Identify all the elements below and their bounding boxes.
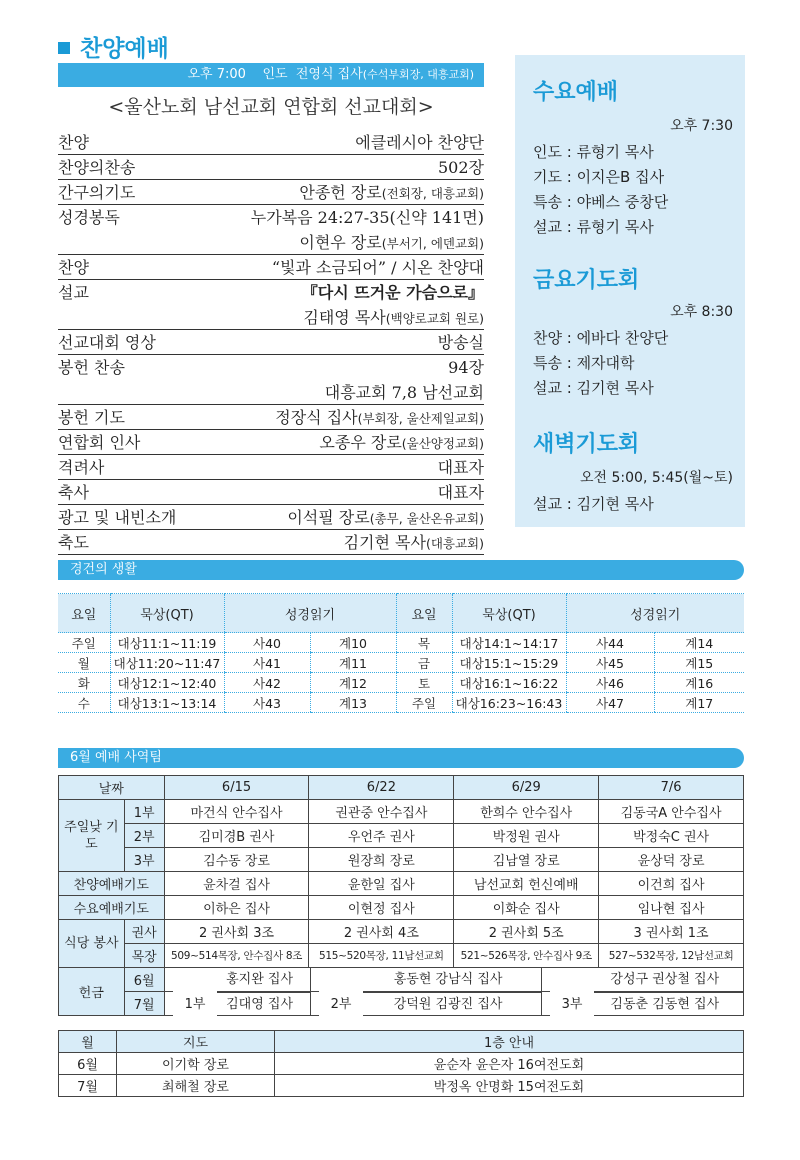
devotion-cell: 사45 xyxy=(566,653,654,673)
devotion-cell: 계16 xyxy=(654,673,744,693)
program-value xyxy=(325,380,484,403)
sunday-part: 3부 xyxy=(124,848,164,872)
program-value xyxy=(438,155,484,178)
devotion-cell: 사46 xyxy=(566,673,654,693)
guide-cell: 7월 xyxy=(59,1075,117,1097)
meal-service-label: 식당 봉사 xyxy=(59,920,125,968)
service-date-label: 날짜 xyxy=(59,776,165,800)
devotion-cell: 대상14:1~14:17 xyxy=(452,633,566,653)
program-value xyxy=(319,430,484,453)
program-value-main: 안종헌 장로 xyxy=(299,183,382,202)
offering-cell: 김대영 집사 xyxy=(210,992,310,1015)
guide-col-month: 월 xyxy=(59,1031,117,1053)
devotion-cell: 사41 xyxy=(224,653,310,673)
program-label: 간구의기도 xyxy=(58,183,136,202)
meal-kwonsa-label: 권사 xyxy=(124,920,164,944)
meal-cell: 3 권사회 1조 xyxy=(599,920,744,944)
meal-cell: 515~520목장, 11남선교회 xyxy=(309,944,454,968)
program-row xyxy=(58,505,484,530)
program-value-main: 502장 xyxy=(438,158,484,177)
program-value-note: (부회장, 울산제일교회) xyxy=(357,411,484,426)
devotion-cell: 계15 xyxy=(654,653,744,673)
devotion-cell: 대상11:1~11:19 xyxy=(110,633,224,653)
program-label: 찬양의찬송 xyxy=(58,158,136,177)
praise-subtitle: <울산노회 남선교회 연합회 선교대회> xyxy=(108,96,434,118)
program-label: 연합회 인사 xyxy=(58,433,141,452)
sunday-prayer-cell: 윤상덕 장로 xyxy=(599,848,744,872)
praise-prayer-cell: 남선교회 헌신예배 xyxy=(454,872,599,896)
program-row xyxy=(58,280,484,305)
devotion-col-day: 요일 xyxy=(396,594,452,633)
program-value-main: 이석필 장로 xyxy=(287,508,370,527)
service-date: 6/15 xyxy=(164,776,309,800)
devotion-cell: 주일 xyxy=(396,693,452,713)
sunday-prayer-cell: 박정원 권사 xyxy=(454,824,599,848)
program-value xyxy=(275,405,484,428)
sunday-prayer-cell: 권관중 안수집사 xyxy=(309,800,454,824)
praise-program xyxy=(58,130,484,555)
offering-part: 3부 xyxy=(550,986,594,1024)
program-label: 광고 및 내빈소개 xyxy=(58,508,177,527)
devotion-cell: 사47 xyxy=(566,693,654,713)
program-value xyxy=(287,505,484,528)
sunday-prayer-cell: 김미경B 권사 xyxy=(164,824,309,848)
dawn-line: 설교 : 김기현 목사 xyxy=(533,495,654,513)
program-row xyxy=(58,405,484,430)
offering-cell: 홍동현 강남식 집사 xyxy=(393,972,503,987)
devotion-cell: 수 xyxy=(58,693,110,713)
program-value-main: 94장 xyxy=(448,358,484,377)
devotion-cell: 대상13:1~13:14 xyxy=(110,693,224,713)
guide-cell: 이기학 장로 xyxy=(117,1053,275,1075)
program-row xyxy=(58,355,484,380)
guide-col-leader: 지도 xyxy=(117,1031,275,1053)
program-row xyxy=(58,455,484,480)
devotion-cell: 대상16:1~16:22 xyxy=(452,673,566,693)
devotion-header: 경건의 생활 xyxy=(58,560,744,580)
friday-time: 오후 8:30 xyxy=(670,304,733,320)
program-label: 격려사 xyxy=(58,458,105,477)
service-date: 6/29 xyxy=(454,776,599,800)
meal-cell: 2 권사회 5조 xyxy=(454,920,599,944)
program-value xyxy=(302,280,484,303)
friday-line: 찬양 : 에바다 찬양단 xyxy=(533,329,669,347)
devotion-row xyxy=(58,653,744,673)
program-label: 봉헌 찬송 xyxy=(58,358,125,377)
sunday-prayer-label: 주일낮 기도 xyxy=(59,800,125,872)
devotion-cell: 대상11:20~11:47 xyxy=(110,653,224,673)
devotion-row xyxy=(58,693,744,713)
meal-mokjang-label: 목장 xyxy=(124,944,164,968)
friday-line: 특송 : 제자대학 xyxy=(533,354,635,372)
wednesday-line: 특송 : 야베스 중창단 xyxy=(533,193,669,211)
weekday-services-box xyxy=(515,55,745,527)
program-label: 축도 xyxy=(58,533,89,552)
program-value-note: (울산양정교회) xyxy=(401,436,484,451)
devotion-cell: 토 xyxy=(396,673,452,693)
devotion-cell: 대상15:1~15:29 xyxy=(452,653,566,673)
devotion-cell: 사42 xyxy=(224,673,310,693)
program-value xyxy=(299,230,484,253)
praise-info-bar: 오후 7:00 인도 전영식 집사(수석부회장, 대흥교회) xyxy=(58,63,484,87)
program-label: 봉헌 기도 xyxy=(58,408,125,427)
program-value xyxy=(448,355,484,378)
devotion-cell: 사40 xyxy=(224,633,310,653)
program-value-main: 『다시 뜨거운 가슴으로』 xyxy=(301,283,484,302)
sunday-part: 1부 xyxy=(124,800,164,824)
sunday-prayer-cell: 박정숙C 권사 xyxy=(599,824,744,848)
program-label: 찬양 xyxy=(58,133,89,152)
program-value-note: (대흥교회) xyxy=(425,536,484,551)
program-value-main: 김기현 목사 xyxy=(343,533,426,552)
dawn-title: 새벽기도회 xyxy=(533,432,640,457)
guide-cell: 6월 xyxy=(59,1053,117,1075)
wednesday-title: 수요예배 xyxy=(533,80,619,105)
program-value xyxy=(438,455,484,478)
offering-cell: 강덕원 김광진 집사 xyxy=(356,992,541,1015)
offering-month: 7월 xyxy=(124,992,164,1016)
meal-cell: 521~526목장, 안수집사 9조 xyxy=(454,944,599,968)
sunday-prayer-cell: 마건식 안수집사 xyxy=(164,800,309,824)
offering-part: 2부 xyxy=(319,986,363,1024)
meal-cell: 527~532목장, 12남선교회 xyxy=(599,944,744,968)
program-label: 설교 xyxy=(58,283,89,302)
program-value-main: 대표자 xyxy=(437,483,484,502)
devotion-cell: 계13 xyxy=(310,693,396,713)
program-value xyxy=(438,330,484,353)
devotion-cell: 화 xyxy=(58,673,110,693)
offering-cell: 홍지완 집사 xyxy=(226,972,294,987)
wed-prayer-cell: 이현정 집사 xyxy=(309,896,454,920)
wed-prayer-cell: 이하은 집사 xyxy=(164,896,309,920)
offering-row-june xyxy=(165,968,743,991)
devotion-col-day: 요일 xyxy=(58,594,110,633)
program-row xyxy=(58,255,484,280)
program-value-main: 정장식 집사 xyxy=(275,408,358,427)
program-value-main: 이현우 장로 xyxy=(299,233,382,252)
service-date: 6/22 xyxy=(309,776,454,800)
offering-month: 6월 xyxy=(124,968,164,992)
devotion-cell: 대상12:1~12:40 xyxy=(110,673,224,693)
program-value-main: 대표자 xyxy=(437,458,484,477)
devotion-cell: 주일 xyxy=(58,633,110,653)
program-label: 성경봉독 xyxy=(58,208,120,227)
sunday-prayer-cell: 원장희 장로 xyxy=(309,848,454,872)
guide-col-usher: 1층 안내 xyxy=(275,1031,744,1053)
devotion-cell: 금 xyxy=(396,653,452,673)
program-label: 선교대회 영상 xyxy=(58,333,156,352)
program-row xyxy=(58,205,484,230)
program-value-note: (전회장, 대흥교회) xyxy=(381,186,484,201)
program-value xyxy=(438,480,484,503)
devotion-col-reading: 성경읽기 xyxy=(566,594,744,633)
program-value-main: 대흥교회 7,8 남선교회 xyxy=(324,383,484,402)
devotion-cell: 대상16:23~16:43 xyxy=(452,693,566,713)
devotion-table xyxy=(58,593,744,713)
program-value-main: 김태영 목사 xyxy=(303,308,386,327)
sunday-prayer-cell: 한희수 안수집사 xyxy=(454,800,599,824)
friday-title: 금요기도회 xyxy=(533,268,640,293)
program-row xyxy=(58,380,484,405)
praise-prayer-cell: 윤한일 집사 xyxy=(309,872,454,896)
devotion-cell: 사43 xyxy=(224,693,310,713)
devotion-col-qt: 묵상(QT) xyxy=(452,594,566,633)
guide-table xyxy=(58,1030,744,1097)
program-row xyxy=(58,330,484,355)
program-row xyxy=(58,480,484,505)
program-row xyxy=(58,230,484,255)
program-label: 축사 xyxy=(58,483,89,502)
program-value-main: 방송실 xyxy=(437,333,484,352)
wednesday-time: 오후 7:30 xyxy=(670,118,733,134)
program-value-note: (총무, 울산온유교회) xyxy=(369,511,484,526)
offering-cell: 강성구 권상철 집사 xyxy=(610,972,720,987)
devotion-cell: 계12 xyxy=(310,673,396,693)
service-team-header: 6월 예배 사역팀 xyxy=(58,748,744,768)
square-bullet-icon xyxy=(58,42,70,54)
devotion-cell: 계11 xyxy=(310,653,396,673)
wed-prayer-label: 수요예배기도 xyxy=(59,896,165,920)
devotion-cell: 계14 xyxy=(654,633,744,653)
guide-cell: 박정옥 안명화 15여전도회 xyxy=(275,1075,744,1097)
sunday-prayer-cell: 우언주 권사 xyxy=(309,824,454,848)
friday-line: 설교 : 김기현 목사 xyxy=(533,379,654,397)
praise-prayer-cell: 이건희 집사 xyxy=(599,872,744,896)
program-row xyxy=(58,180,484,205)
program-row xyxy=(58,305,484,330)
sunday-prayer-cell: 김동국A 안수집사 xyxy=(599,800,744,824)
program-row xyxy=(58,130,484,155)
devotion-cell: 월 xyxy=(58,653,110,673)
praise-worship-title: 찬양예배 xyxy=(58,30,169,63)
wednesday-line: 인도 : 류형기 목사 xyxy=(533,143,654,161)
meal-cell: 509~514목장, 안수집사 8조 xyxy=(164,944,309,968)
sunday-prayer-cell: 김수동 장로 xyxy=(164,848,309,872)
devotion-cell: 사44 xyxy=(566,633,654,653)
devotion-col-reading: 성경읽기 xyxy=(224,594,396,633)
devotion-row xyxy=(58,633,744,653)
program-value-main: “빛과 소금되어” / 시온 찬양대 xyxy=(271,258,484,277)
sunday-prayer-cell: 김남열 장로 xyxy=(454,848,599,872)
program-row xyxy=(58,530,484,555)
program-value-main: 오종우 장로 xyxy=(319,433,402,452)
program-value xyxy=(355,130,484,153)
meal-cell: 2 권사회 3조 xyxy=(164,920,309,944)
devotion-col-qt: 묵상(QT) xyxy=(110,594,224,633)
program-row xyxy=(58,155,484,180)
program-value xyxy=(299,180,484,203)
devotion-cell: 계17 xyxy=(654,693,744,713)
guide-cell: 윤순자 윤은자 16여전도회 xyxy=(275,1053,744,1075)
praise-prayer-label: 찬양예배기도 xyxy=(59,872,165,896)
sunday-part: 2부 xyxy=(124,824,164,848)
wed-prayer-cell: 이화순 집사 xyxy=(454,896,599,920)
service-date: 7/6 xyxy=(599,776,744,800)
offering-cell: 김동춘 김동현 집사 xyxy=(587,992,743,1015)
dawn-time: 오전 5:00, 5:45(월~토) xyxy=(580,470,733,486)
wed-prayer-cell: 임나현 집사 xyxy=(599,896,744,920)
program-value xyxy=(251,205,484,228)
offering-part: 1부 xyxy=(173,986,217,1024)
guide-cell: 최해철 장로 xyxy=(117,1075,275,1097)
program-value-note: (백양로교회 원로) xyxy=(385,311,484,326)
program-label: 찬양 xyxy=(58,258,89,277)
program-value-note: (부서기, 에덴교회) xyxy=(381,236,484,251)
service-team-table xyxy=(58,775,744,1016)
meal-cell: 2 권사회 4조 xyxy=(309,920,454,944)
program-value xyxy=(272,255,484,278)
offering-label: 헌금 xyxy=(59,968,125,1016)
program-row xyxy=(58,430,484,455)
program-value xyxy=(344,530,484,553)
devotion-cell: 목 xyxy=(396,633,452,653)
wednesday-line: 기도 : 이지은B 집사 xyxy=(533,168,665,186)
devotion-cell: 계10 xyxy=(310,633,396,653)
program-value xyxy=(303,305,484,328)
program-value-main: 누가복음 24:27-35(신약 141면) xyxy=(250,208,484,227)
wednesday-line: 설교 : 류형기 목사 xyxy=(533,218,654,236)
program-value-main: 에클레시아 찬양단 xyxy=(355,133,484,152)
devotion-row xyxy=(58,673,744,693)
praise-prayer-cell: 윤차걸 집사 xyxy=(164,872,309,896)
offering-row-july xyxy=(165,992,743,1015)
